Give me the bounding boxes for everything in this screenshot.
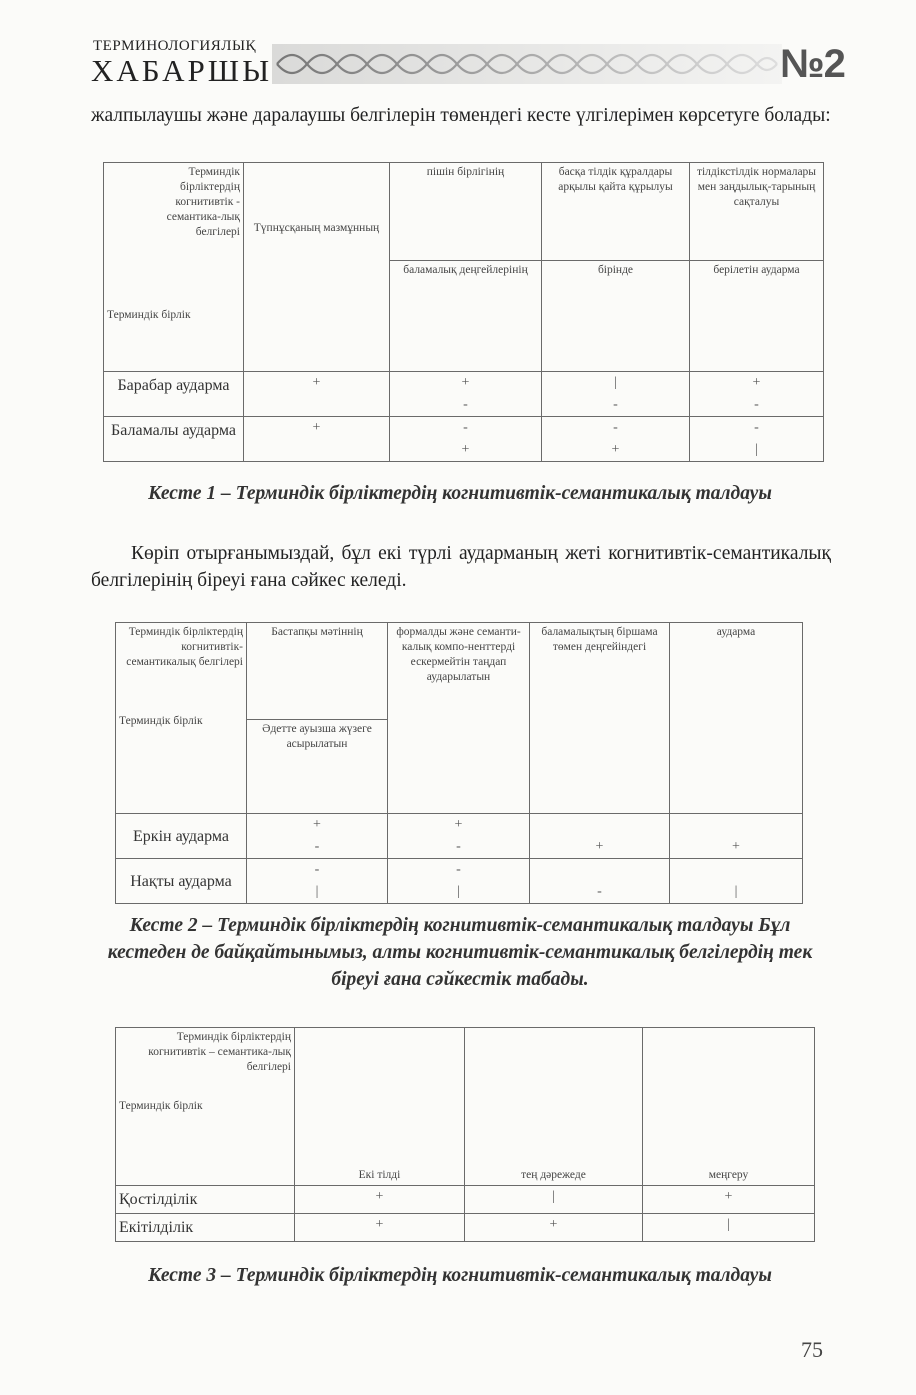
table2-cell: + bbox=[670, 814, 803, 859]
table1-header-equivalence: баламалық деңгейлерінің bbox=[390, 261, 542, 372]
table1-cell: - + bbox=[542, 417, 690, 462]
table1-header-content: Түпнұсқаның мазмұнның bbox=[244, 163, 390, 372]
journal-title: ХАБАРШЫ bbox=[91, 53, 273, 88]
table1-caption: Кесте 1 – Терминдік бірліктердің когнитивтік-семантикалық талдауы bbox=[148, 483, 772, 504]
table-2 bbox=[115, 622, 803, 904]
table1-header-translation: берілетін аударма bbox=[690, 261, 824, 372]
table3-header-master: меңгеру bbox=[643, 1028, 815, 1186]
page-number: 75 bbox=[801, 1337, 823, 1362]
table1-cell: + bbox=[244, 417, 390, 462]
table2-cell: - bbox=[530, 859, 670, 904]
table3-cell: | bbox=[643, 1214, 815, 1242]
table2-row-label: Еркін аударма bbox=[116, 814, 247, 859]
table2-header-source: Бастапқы мәтіннің bbox=[247, 623, 388, 720]
table1-cell: - | bbox=[690, 417, 824, 462]
table2-cell: | bbox=[670, 859, 803, 904]
table-3 bbox=[115, 1027, 815, 1242]
table3-cell: + bbox=[295, 1186, 465, 1214]
table3-row-label: Қостілділік bbox=[116, 1186, 295, 1214]
table2-header-formal: формалды және семанти-калық компо-ненттерді ескермейтін таңдап аударылатын bbox=[388, 623, 530, 814]
table1-header-form: пішін бірлігінің bbox=[390, 163, 542, 261]
table1-cell: + - bbox=[690, 372, 824, 417]
table2-cell: - | bbox=[247, 859, 388, 904]
table3-header-equal: тең дәрежеде bbox=[465, 1028, 643, 1186]
table3-cell: + bbox=[465, 1214, 643, 1242]
table3-cell: + bbox=[295, 1214, 465, 1242]
table2-header-oral: Әдетте ауызша жүзеге асырылатын bbox=[247, 719, 388, 813]
table3-cell: + bbox=[643, 1186, 815, 1214]
table2-row-label: Нақты аударма bbox=[116, 859, 247, 904]
table3-cell: | bbox=[465, 1186, 643, 1214]
table-1 bbox=[103, 162, 824, 462]
table2-header-translation: аударма bbox=[670, 623, 803, 814]
table1-cell: + - bbox=[390, 372, 542, 417]
table1-cell: - + bbox=[390, 417, 542, 462]
header-ornament bbox=[272, 44, 782, 84]
journal-title-small: ТЕРМИНОЛОГИЯЛЫҚ bbox=[93, 38, 257, 54]
table2-corner-cell: Терминдік бірліктердің когнитивтік-семантикалық белгілері Терминдік бірлік bbox=[116, 623, 247, 814]
table1-header-restructure: басқа тілдік құралдары арқылы қайта құрылуы bbox=[542, 163, 690, 261]
issue-number: №2 bbox=[780, 42, 845, 86]
table3-row-label: Екітілділік bbox=[116, 1214, 295, 1242]
intro-paragraph: жалпылаушы және даралаушы белгілерін төмендегі кесте үлгілерімен көрсетуге болады: bbox=[91, 105, 831, 126]
table2-cell: + - bbox=[388, 814, 530, 859]
table1-header-one: бірінде bbox=[542, 261, 690, 372]
table1-cell: + bbox=[244, 372, 390, 417]
table1-header-norms: тілдікстілдік нормалары мен заңдылық-тарының сақталуы bbox=[690, 163, 824, 261]
table3-caption: Кесте 3 – Терминдік бірліктердің когнитивтік-семантикалық талдауы bbox=[148, 1265, 772, 1286]
table1-corner-cell: Терминдік бірліктердің когнитивтік - семантика-лық белгілері Терминдік бірлік bbox=[104, 163, 244, 372]
table3-corner-cell: Терминдік бірліктердің когнитивтік – семантика-лық белгілері Терминдік бірлік bbox=[116, 1028, 295, 1186]
paragraph-2: Көріп отырғанымыздай, бұл екі түрлі аударманың жеті когнитивтік-семантикалық белгілерінің біреуі ғана сәйкес келеді. bbox=[91, 543, 831, 591]
table2-cell: - | bbox=[388, 859, 530, 904]
table1-row-label: Баламалы аударма bbox=[104, 417, 244, 462]
table1-row-label: Барабар аударма bbox=[104, 372, 244, 417]
table3-header-two-languages: Екі тілді bbox=[295, 1028, 465, 1186]
table1-cell: | - bbox=[542, 372, 690, 417]
table2-header-equivalence: баламалықтың біршама төмен деңгейіндегі bbox=[530, 623, 670, 814]
table2-cell: + - bbox=[247, 814, 388, 859]
table2-cell: + bbox=[530, 814, 670, 859]
table2-caption: Кесте 2 – Терминдік бірліктердің когнитивтік-семантикалық талдауы Бұл кестеден де байқайтынымыз, алты когнитивтік-семантикалық белгілердің тек біреуі ғана сәйкестік табады. bbox=[107, 915, 813, 990]
